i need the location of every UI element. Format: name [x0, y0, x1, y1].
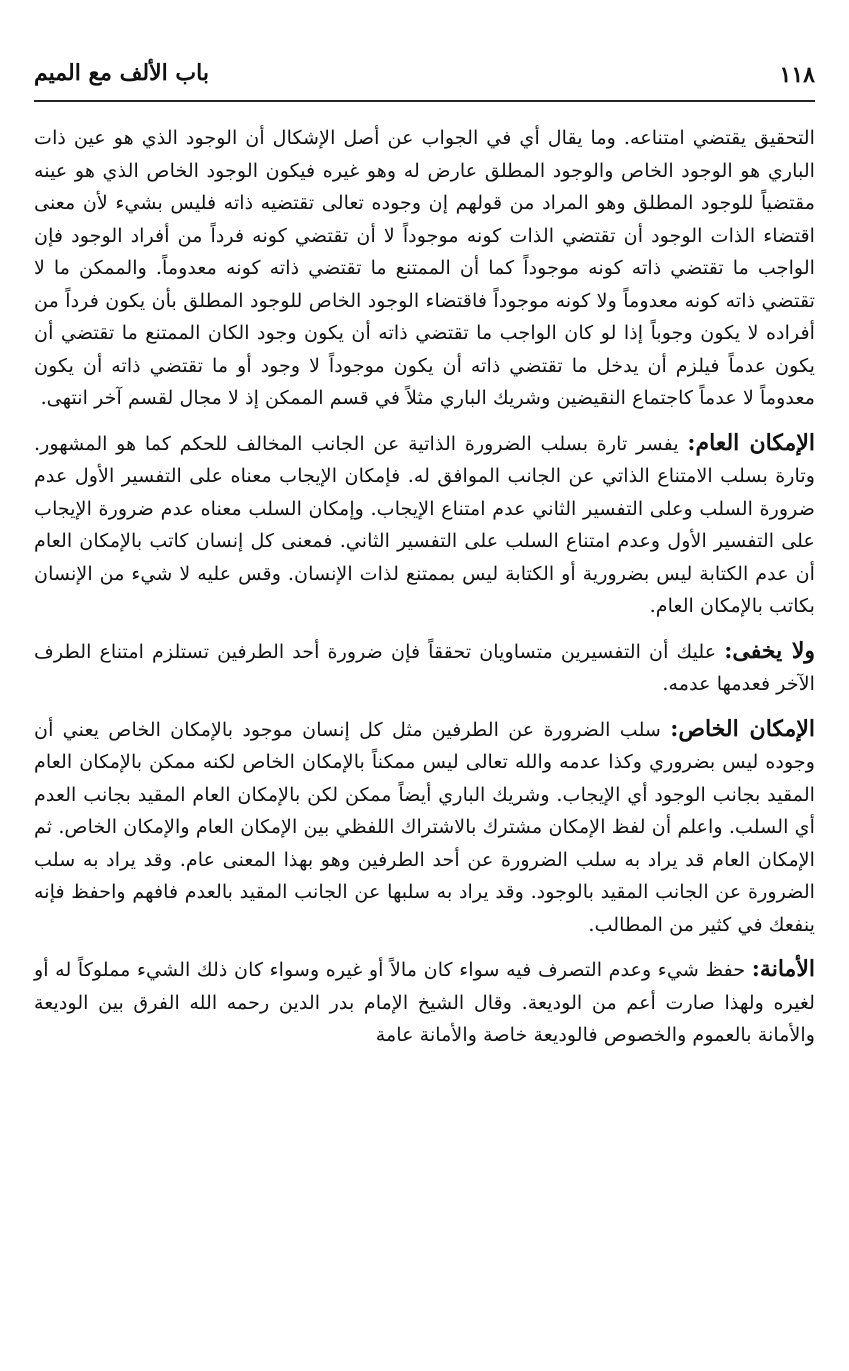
- page-number: ١١٨: [779, 62, 815, 88]
- entry-imkan-aam: [34, 427, 815, 623]
- header-rule: [34, 100, 815, 102]
- paragraph-text: التحقيق يقتضي امتناعه. وما يقال أي في الجواب عن أصل الإشكال أن الوجود الذي هو عين ذات الباري هو الوجود الخاص والوجود المطلق عارض له وهو غيره فيكون الوجود الخاص الذي هو عينه مقتضياً للوجود المطلق وهو المراد من قولهم إن وجوده تعالى تقتضيه ذاته فليس بشيء لأن معنى اقتضاء الذات الوجود أن تقتضي الذات كونه موجوداً لا أن تقتضي كونه فرداً من أفراد الوجود فإن الواجب ما تقتضي ذاته كونه موجوداً كما أن الممتنع ما تقتضي ذاته كونه معدوماً. والممكن ما لا تقتضي ذاته كونه معدوماً ولا كونه موجوداً فاقتضاء الوجود الخاص للوجود المطلق بأن يكون فرداً من أفراده لا يكون وجوباً إذا لو كان الواجب ما تقتضي ذاته أن يكون وجود الكان الممتنع ما تقتضي أن يكون عدماً فيلزم أن يدخل ما تقتضي ذاته أن يكون موجوداً لا وجود أو ما تقتضي ذاته أن يكون معدوماً لا عدماً كاجتماع النقيضين وشريك الباري مثلاً في قسم الممكن إذ لا مجال لقسم آخر انتهى.: [34, 126, 815, 409]
- entry-amana: [34, 953, 815, 1052]
- entry-text: يفسر تارة بسلب الضرورة الذاتية عن الجانب المخالف للحكم كما هو المشهور. وتارة بسلب الامتناع الذاتي عن الجانب الموافق له. فإمكان الإيجاب معناه على التفسير الأول عدم ضرورة السلب وعلى التفسير الثاني عدم امتناع الإيجاب. وإمكان السلب معناه عدم ضرورة الإيجاب على التفسير الأول وعدم امتناع السلب على التفسير الثاني. فمعنى كل إنسان كاتب بالإمكان العام أن عدم الكتابة ليس بضرورية أو الكتابة ليس بممتنع لذات الإنسان. وقس عليه لا شيء من الإنسان بكاتب بالإمكان العام.: [34, 431, 815, 617]
- entry-text: حفظ شيء وعدم التصرف فيه سواء كان مالاً أو غيره وسواء كان ذلك الشيء مملوكاً له أو لغيره ولهذا صارت أعم من الوديعة. وقال الشيخ الإمام بدر الدين رحمه الله الفرق بين الوديعة والأمانة بالعموم والخصوص فالوديعة خاصة والأمانة عامة: [34, 958, 815, 1046]
- page-body: [34, 122, 815, 1064]
- chapter-title: باب الألف مع الميم: [34, 60, 209, 86]
- page-header: [34, 58, 815, 98]
- entry-term: الأمانة:: [751, 956, 815, 982]
- entry-la-yakhfa: [34, 635, 815, 701]
- entry-text: سلب الضرورة عن الطرفين مثل كل إنسان موجود بالإمكان الخاص يعني أن وجوده ليس بضروري وكذا عدمه والله تعالى ليس ممكناً بالإمكان الخاص لكنه ممكن بالإمكان العام المقيد بجانب الوجود أي الإيجاب. وشريك الباري أيضاً ممكن لكن بالإمكان العام المقيد بجانب العدم أي السلب. واعلم أن لفظ الإمكان مشترك بالاشتراك اللفظي بين الإمكان العام والإمكان الخاص. ثم الإمكان العام قد يراد به سلب الضرورة عن أحد الطرفين وهو بهذا المعنى عام. وقد يراد به سلب الضرورة عن الجانب المقيد بالوجود. وقد يراد به سلبها عن الجانب المقيد بالعدم فافهم واحفظ فإنه ينفعك في كثير من المطالب.: [34, 717, 815, 936]
- entry-imkan-khas: [34, 713, 815, 942]
- entry-term: ولا يخفى:: [724, 637, 815, 664]
- entry-text: عليك أن التفسيرين متساويان تحققاً فإن ضرورة أحد الطرفين تستلزم امتناع الطرف الآخر فعدمها عدمه.: [34, 639, 815, 695]
- entry-term: الإمكان العام:: [687, 429, 815, 456]
- entry-term: الإمكان الخاص:: [670, 715, 815, 742]
- paragraph-continuation: [34, 122, 815, 415]
